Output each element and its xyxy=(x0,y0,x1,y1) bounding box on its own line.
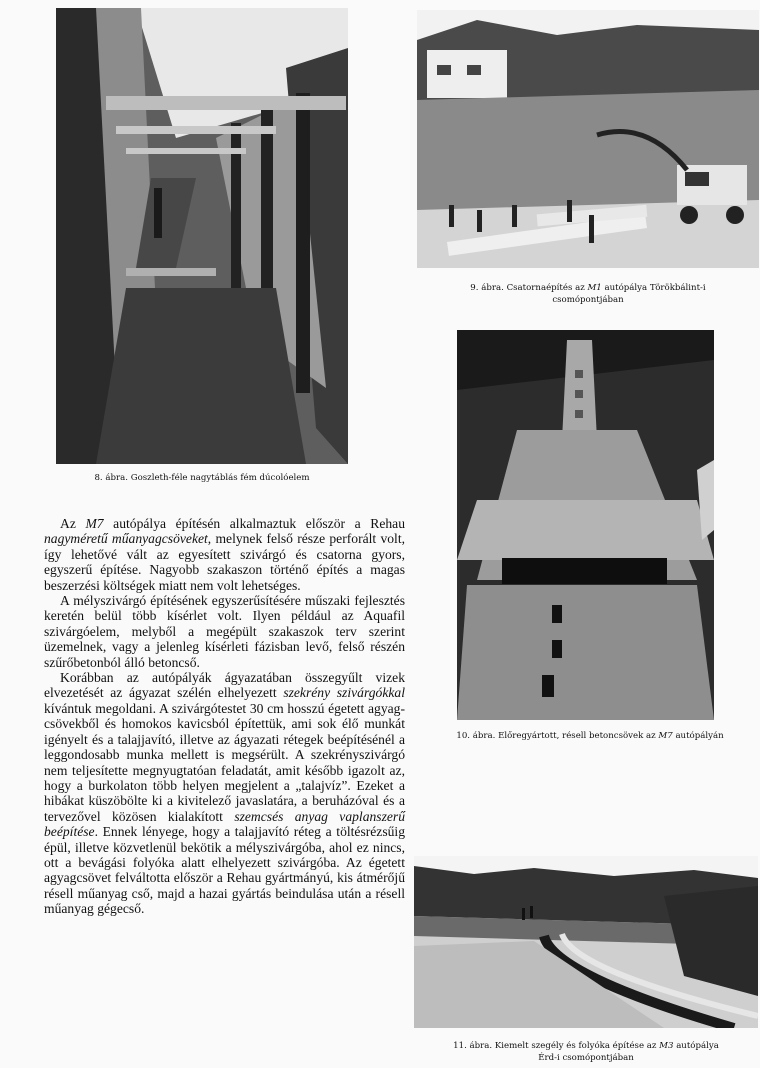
figure-10-photo xyxy=(457,330,714,720)
figure-11-road: M3 xyxy=(659,1041,674,1051)
article-body xyxy=(44,516,405,917)
paragraph-2: A mélyszivárgó építésének egyszerűsítésére műszaki fejlesztés keretén belül több kísérlet volt. Ilyen például az Aquafil szivárgóelem, melyből a megépült szakaszok terv szerint üzemelnek, vagy a jelenleg kísérleti fázisban levő, felső részén szűrőbetonból álló betoncső. xyxy=(44,593,405,670)
p3-text-c: . Ennek lényege, hogy a talajjavító réteg a töltésrézsűig épül, illetve közvetlenül bekötik a mélyszivárgóba, ahol ez nincs, ott a bevágási folyóka alatt elhelyezett szivárgóba. Az égetett agyagcsövet felváltotta először a Rehau gyártmányú, kis átmérőjű résell műanyag cső, majd a hazai gyártás beindulása után a résell műanyag gégecső. xyxy=(44,824,405,917)
figure-11-line2: Érd-i csomópontjában xyxy=(538,1053,634,1063)
figure-11-text-a: Kiemelt szegély és folyóka építése az xyxy=(494,1041,657,1051)
figure-11-photo xyxy=(414,856,758,1028)
figure-10-road: M7 xyxy=(658,731,673,741)
p1-emphasis: nagyméretű műanyagcsöveket xyxy=(44,531,208,547)
figure-9-text-a: Csatornaépítés az xyxy=(506,283,585,293)
p3-text-a: Korábban az autópályák ágyazatában összegyűlt vizek elvezetését az ágyazat szélén elhelyezett xyxy=(44,670,405,701)
figure-9-photo xyxy=(417,10,759,268)
figure-9-text-b: autópálya Törökbálint-i xyxy=(604,283,706,293)
p3-emphasis-1: szekrény szivárgókkal xyxy=(283,685,405,701)
p3-text-b: kívántuk megoldani. A szivárgótestet 30 cm hosszú égetett agyag-csövekből és homokos kavicsból építettük, ami sok élő munkát igényelt és a talajjavító, illetve az ágyazati rétegek beépítésénél a leggondosabb munka mellett is megsérült. A szekrényszivárgó nem teljesítette megnyugtatóan feladatát, amit később igazolt az, hogy a burkolaton több helyen megjelent a „talajvíz”. Ezeket a hibákat küszöbölte ki a kivitelező javaslatára, a beruházóval és a tervezővel közösen kialakított xyxy=(44,700,405,824)
figure-8-number: 8. ábra. xyxy=(94,473,128,483)
p3-emphasis-2: szemcsés anyag vaplanszerű beépítése xyxy=(44,808,406,840)
figure-11-caption xyxy=(414,1040,758,1064)
paragraph-3 xyxy=(44,670,405,917)
figure-11-number: 11. ábra. xyxy=(453,1041,493,1051)
figure-9-caption xyxy=(417,282,759,306)
figure-8-text: Goszleth-féle nagytáblás fém dúcolóelem xyxy=(130,473,310,483)
figure-9-number: 9. ábra. xyxy=(470,283,504,293)
figure-9-road: M1 xyxy=(587,283,602,293)
figure-10-text-a: Előregyártott, résell betoncsövek az xyxy=(498,731,656,741)
paragraph-1 xyxy=(44,516,405,593)
p1-text-c: , melynek felső része perforált volt, így lehetővé vált az egyesített szivárgó és csatorna gyors, egyszerű építése. Nagyobb szakaszon történő építés a magas beszerzési költségek miatt nem volt lehetséges. xyxy=(44,531,405,593)
p1-text-b: autópálya építésén alkalmaztuk először a Rehau xyxy=(103,516,405,531)
figure-11-text-b: autópálya xyxy=(676,1041,719,1051)
figure-10-caption xyxy=(430,730,750,742)
p1-text-a: Az xyxy=(60,516,86,531)
figure-10-number: 10. ábra. xyxy=(456,731,496,741)
p1-road: M7 xyxy=(85,516,104,531)
figure-8-caption xyxy=(56,472,348,484)
figure-9-line2: csomópontjában xyxy=(552,295,624,305)
figure-8-photo xyxy=(56,8,348,464)
figure-10-text-b: autópályán xyxy=(675,731,724,741)
